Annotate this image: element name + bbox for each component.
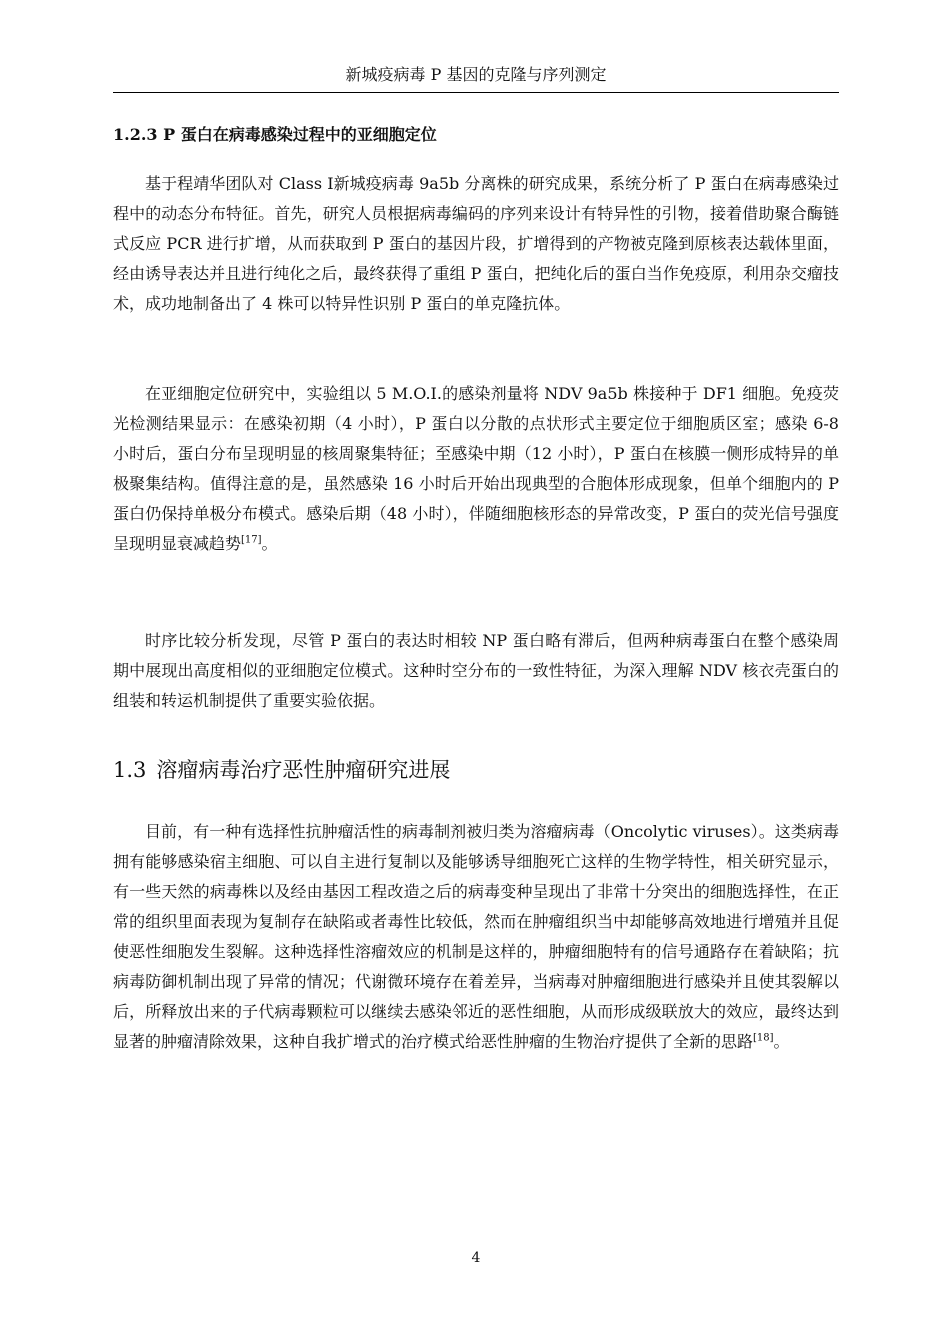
chapter-heading-1-3 bbox=[113, 756, 450, 784]
paragraph-3 bbox=[113, 626, 839, 716]
paragraph-2 bbox=[113, 379, 839, 559]
paragraph-4-end: 。 bbox=[773, 1032, 790, 1051]
paragraph-4-text: 目前，有一种有选择性抗肿瘤活性的病毒制剂被归类为溶瘤病毒（Oncolytic viruses）。这类病毒拥有能够感染宿主细胞、可以自主进行复制以及能够诱导细胞死亡这样的生物学特性，相关研究显示，有一些天然的病毒株以及经由基因工程改造之后的病毒变种呈现出了非常十分突出的细胞选择性，在正常的组织里面表现为复制存在缺陷或者毒性比较低，然而在肿瘤组织当中却能够高效地进行增殖并且促使恶性细胞发生裂解。这种选择性溶瘤效应的机制是这样的，肿瘤细胞特有的信号通路存在着缺陷；抗病毒防御机制出现了异常的情况；代谢微环境存在着差异，当病毒对肿瘤细胞进行感染并且使其裂解以后，所释放出来的子代病毒颗粒可以继续去感染邻近的恶性细胞，从而形成级联放大的效应，最终达到显著的肿瘤清除效果，这种自我扩增式的治疗模式给恶性肿瘤的生物治疗提供了全新的思路 bbox=[113, 822, 839, 1051]
running-header: 新城疫病毒 P 基因的克隆与序列测定 bbox=[345, 65, 607, 84]
chapter-title: 溶瘤病毒治疗恶性肿瘤研究进展 bbox=[156, 758, 451, 782]
paragraph-1-text: 基于程靖华团队对 Class I新城疫病毒 9a5b 分离株的研究成果，系统分析了 P 蛋白在病毒感染过程中的动态分布特征。首先，研究人员根据病毒编码的序列来设计有特异性的引物，接着借助聚合酶链式反应 PCR 进行扩增，从而获取到 P 蛋白的基因片段，扩增得到的产物被克隆到原核表达载体里面，经由诱导表达并且进行纯化之后，最终获得了重组 P 蛋白，把纯化后的蛋白当作免疫原，利用杂交瘤技术，成功地制备出了 4 株可以特异性识别 P 蛋白的单克隆抗体。 bbox=[113, 174, 839, 313]
citation-17[interactable]: [17] bbox=[241, 534, 262, 546]
paragraph-3-text: 时序比较分析发现，尽管 P 蛋白的表达时相较 NP 蛋白略有滞后，但两种病毒蛋白在整个感染周期中展现出高度相似的亚细胞定位模式。这种时空分布的一致性特征，为深入理解 NDV 核衣壳蛋白的组装和转运机制提供了重要实验依据。 bbox=[113, 631, 839, 710]
paragraph-2-end: 。 bbox=[261, 534, 278, 553]
section-heading-1-2-3: 1.2.3 P 蛋白在病毒感染过程中的亚细胞定位 bbox=[113, 125, 437, 144]
header-divider bbox=[113, 92, 839, 93]
page-number: 4 bbox=[471, 1250, 481, 1266]
paragraph-4 bbox=[113, 817, 839, 1057]
paragraph-2-text: 在亚细胞定位研究中，实验组以 5 M.O.I.的感染剂量将 NDV 9a5b 株接种于 DF1 细胞。免疫荧光检测结果显示：在感染初期（4 小时），P 蛋白以分散的点状形式主要定位于细胞质区室；感染 6-8 小时后，蛋白分布呈现明显的核周聚集特征；至感染中期（12 小时），P 蛋白在核膜一侧形成特异的单极聚集结构。值得注意的是，虽然感染 16 小时后开始出现典型的合胞体形成现象，但单个细胞内的 P 蛋白仍保持单极分布模式。感染后期（48 小时），伴随细胞核形态的异常改变，P 蛋白的荧光信号强度呈现明显衰减趋势 bbox=[113, 384, 839, 553]
paragraph-1 bbox=[113, 169, 839, 319]
citation-18[interactable]: [18] bbox=[753, 1032, 774, 1044]
chapter-number: 1.3 bbox=[113, 758, 147, 782]
